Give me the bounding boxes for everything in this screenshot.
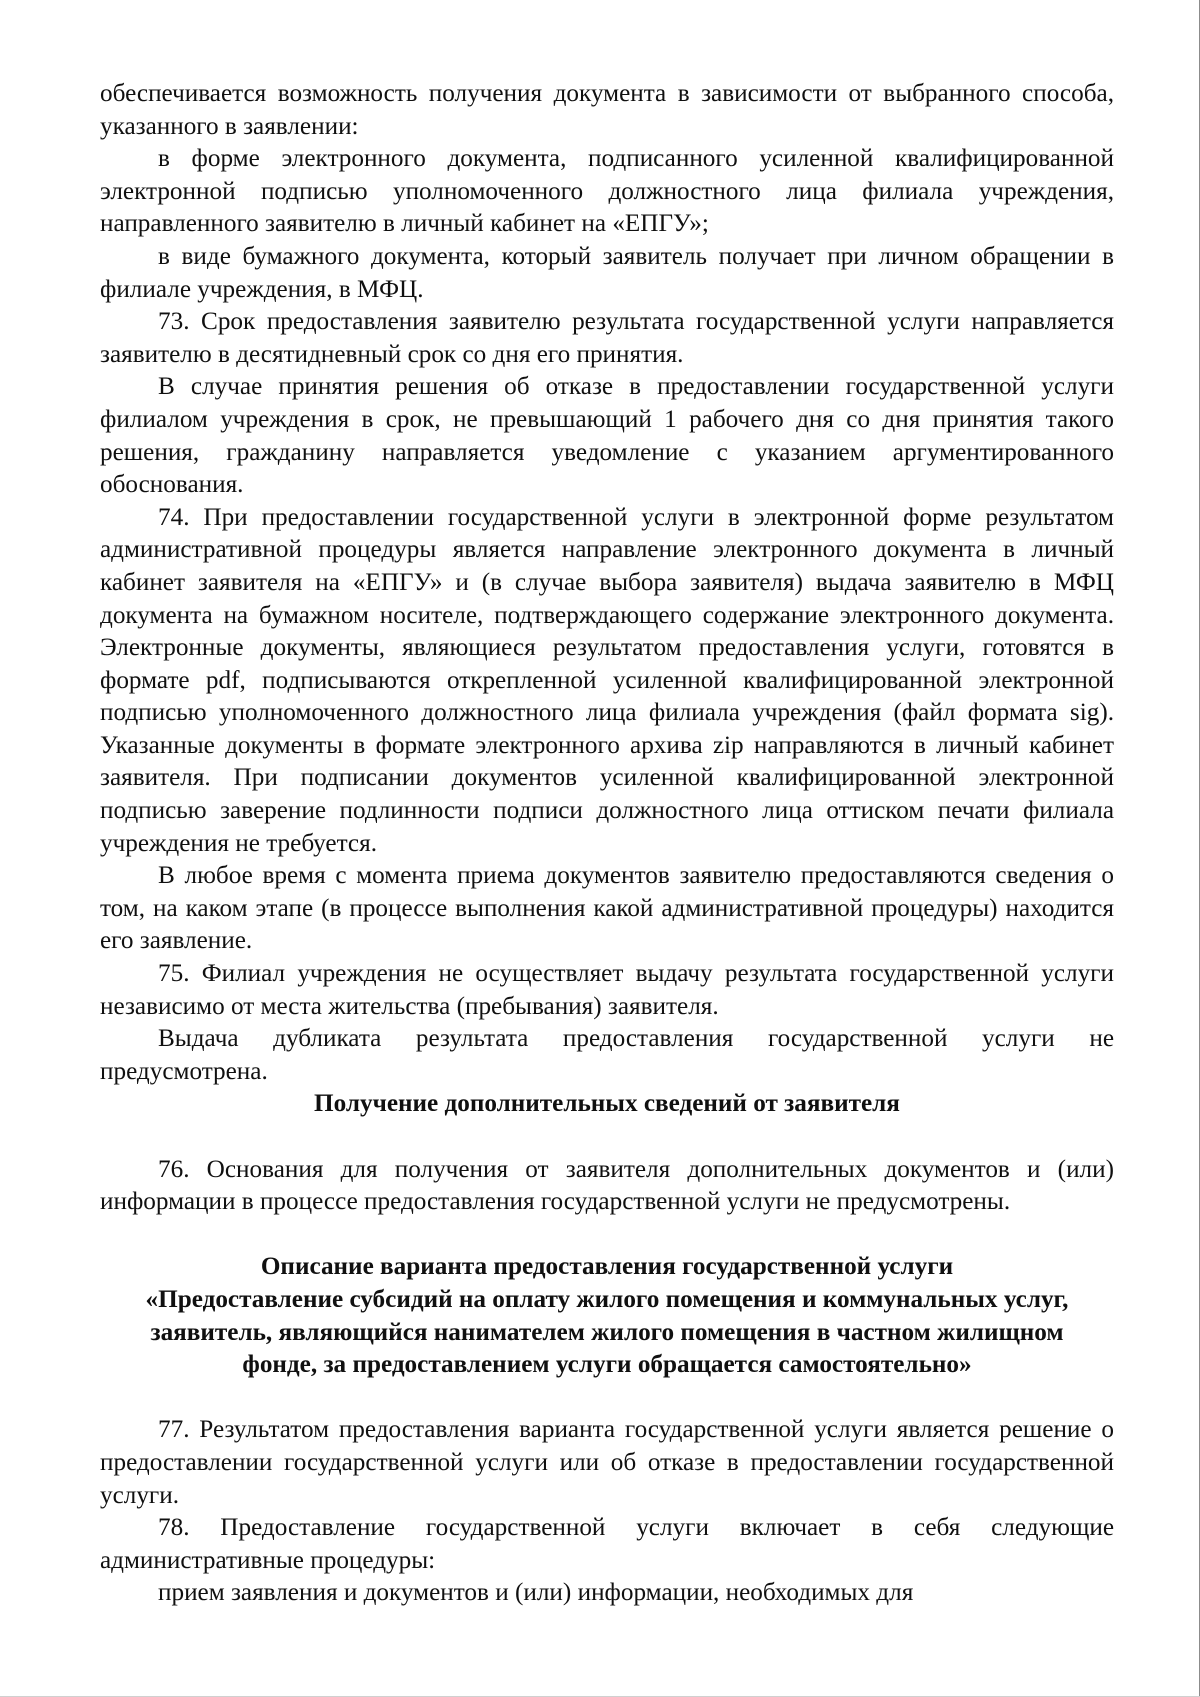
paragraph-status-info: В любое время с момента приема документов заявителю предоставляются сведения о том, на каком этапе (в процессе выполнения какой административной процедуры) находится его заявление. xyxy=(100,862,1114,955)
paragraph-duplicate: Выдача дубликата результата предоставления государственной услуги не предусмотрена. xyxy=(100,1025,1114,1085)
paragraph-procedure-intake: прием заявления и документов и (или) информации, необходимых для xyxy=(158,1579,914,1607)
paragraph-paper-document: в виде бумажного документа, который заявитель получает при личном обращении в филиале учреждения, в МФЦ. xyxy=(100,242,1114,303)
paragraph-73: 73. Срок предоставления заявителю результата государственной услуги направляется заявителю в десятидневный срок со дня его принятия. xyxy=(100,308,1114,368)
paragraph-77: 77. Результатом предоставления варианта государственной услуги является решение о предоставлении государственной услуги или об отказе в предоставлении государственной услуги. xyxy=(100,1416,1114,1509)
section-heading-line-1: Описание варианта предоставления государственной услуги xyxy=(260,1253,954,1281)
paragraph-74: 74. При предоставлении государственной услуги в электронной форме результатом административной процедуры является направление электронного документа в личный кабинет заявителя на «ЕПГУ» и (в случае выбора заявителя) выдача заявителю в МФЦ документа на бумажном носителе, подтверждающего содержание электронного документа. Электронные документы, являющиеся результатом предоставления услуги, готовятся в формате pdf, подписываются открепленной усиленной квалифицированной электронной подписью уполномоченного должностного лица филиала учреждения (файл формата sig). Указанные документы в формате электронного архива zip направляются в личный кабинет заявителя. При подписании документов усиленной квалифицированной электронной подписью заверение подлинности подписи должностного лица оттиском печати филиала учреждения не требуется. xyxy=(100,503,1114,857)
paragraph-75: 75. Филиал учреждения не осуществляет выдачу результата государственной услуги независимо от места жительства (пребывания) заявителя. xyxy=(100,960,1114,1020)
paragraph-electronic-document: в форме электронного документа, подписанного усиленной квалифицированной электронной подписью уполномоченного должностного лица филиала учреждения, направленного заявителю в личный кабинет на «ЕПГУ»; xyxy=(100,145,1114,238)
paragraph-receipt-method: обеспечивается возможность получения документа в зависимости от выбранного способа, указанного в заявлении: xyxy=(100,80,1114,140)
paragraph-76: 76. Основания для получения от заявителя дополнительных документов и (или) информации в процессе предоставления государственной услуги не предусмотрены. xyxy=(100,1155,1114,1216)
paragraph-78: 78. Предоставление государственной услуги включает в себя следующие административные процедуры: xyxy=(100,1514,1114,1574)
paragraph-refusal-notice: В случае принятия решения об отказе в предоставлении государственной услуги филиалом учреждения в срок, не превышающий 1 рабочего дня со дня принятия такого решения, гражданину направляется уведомление с указанием аргументированного обоснования. xyxy=(100,373,1114,499)
section-heading-service-variant xyxy=(100,1251,1114,1381)
section-heading-line-2: «Предоставление субсидий на оплату жилого помещения и коммунальных услуг, заявитель, являющийся нанимателем жилого помещения в частном жилищном фонде, за предоставлением услуги обращается самостоятельно» xyxy=(145,1285,1069,1379)
document-body xyxy=(100,78,1114,1610)
heading-additional-info: Получение дополнительных сведений от заявителя xyxy=(314,1090,900,1118)
